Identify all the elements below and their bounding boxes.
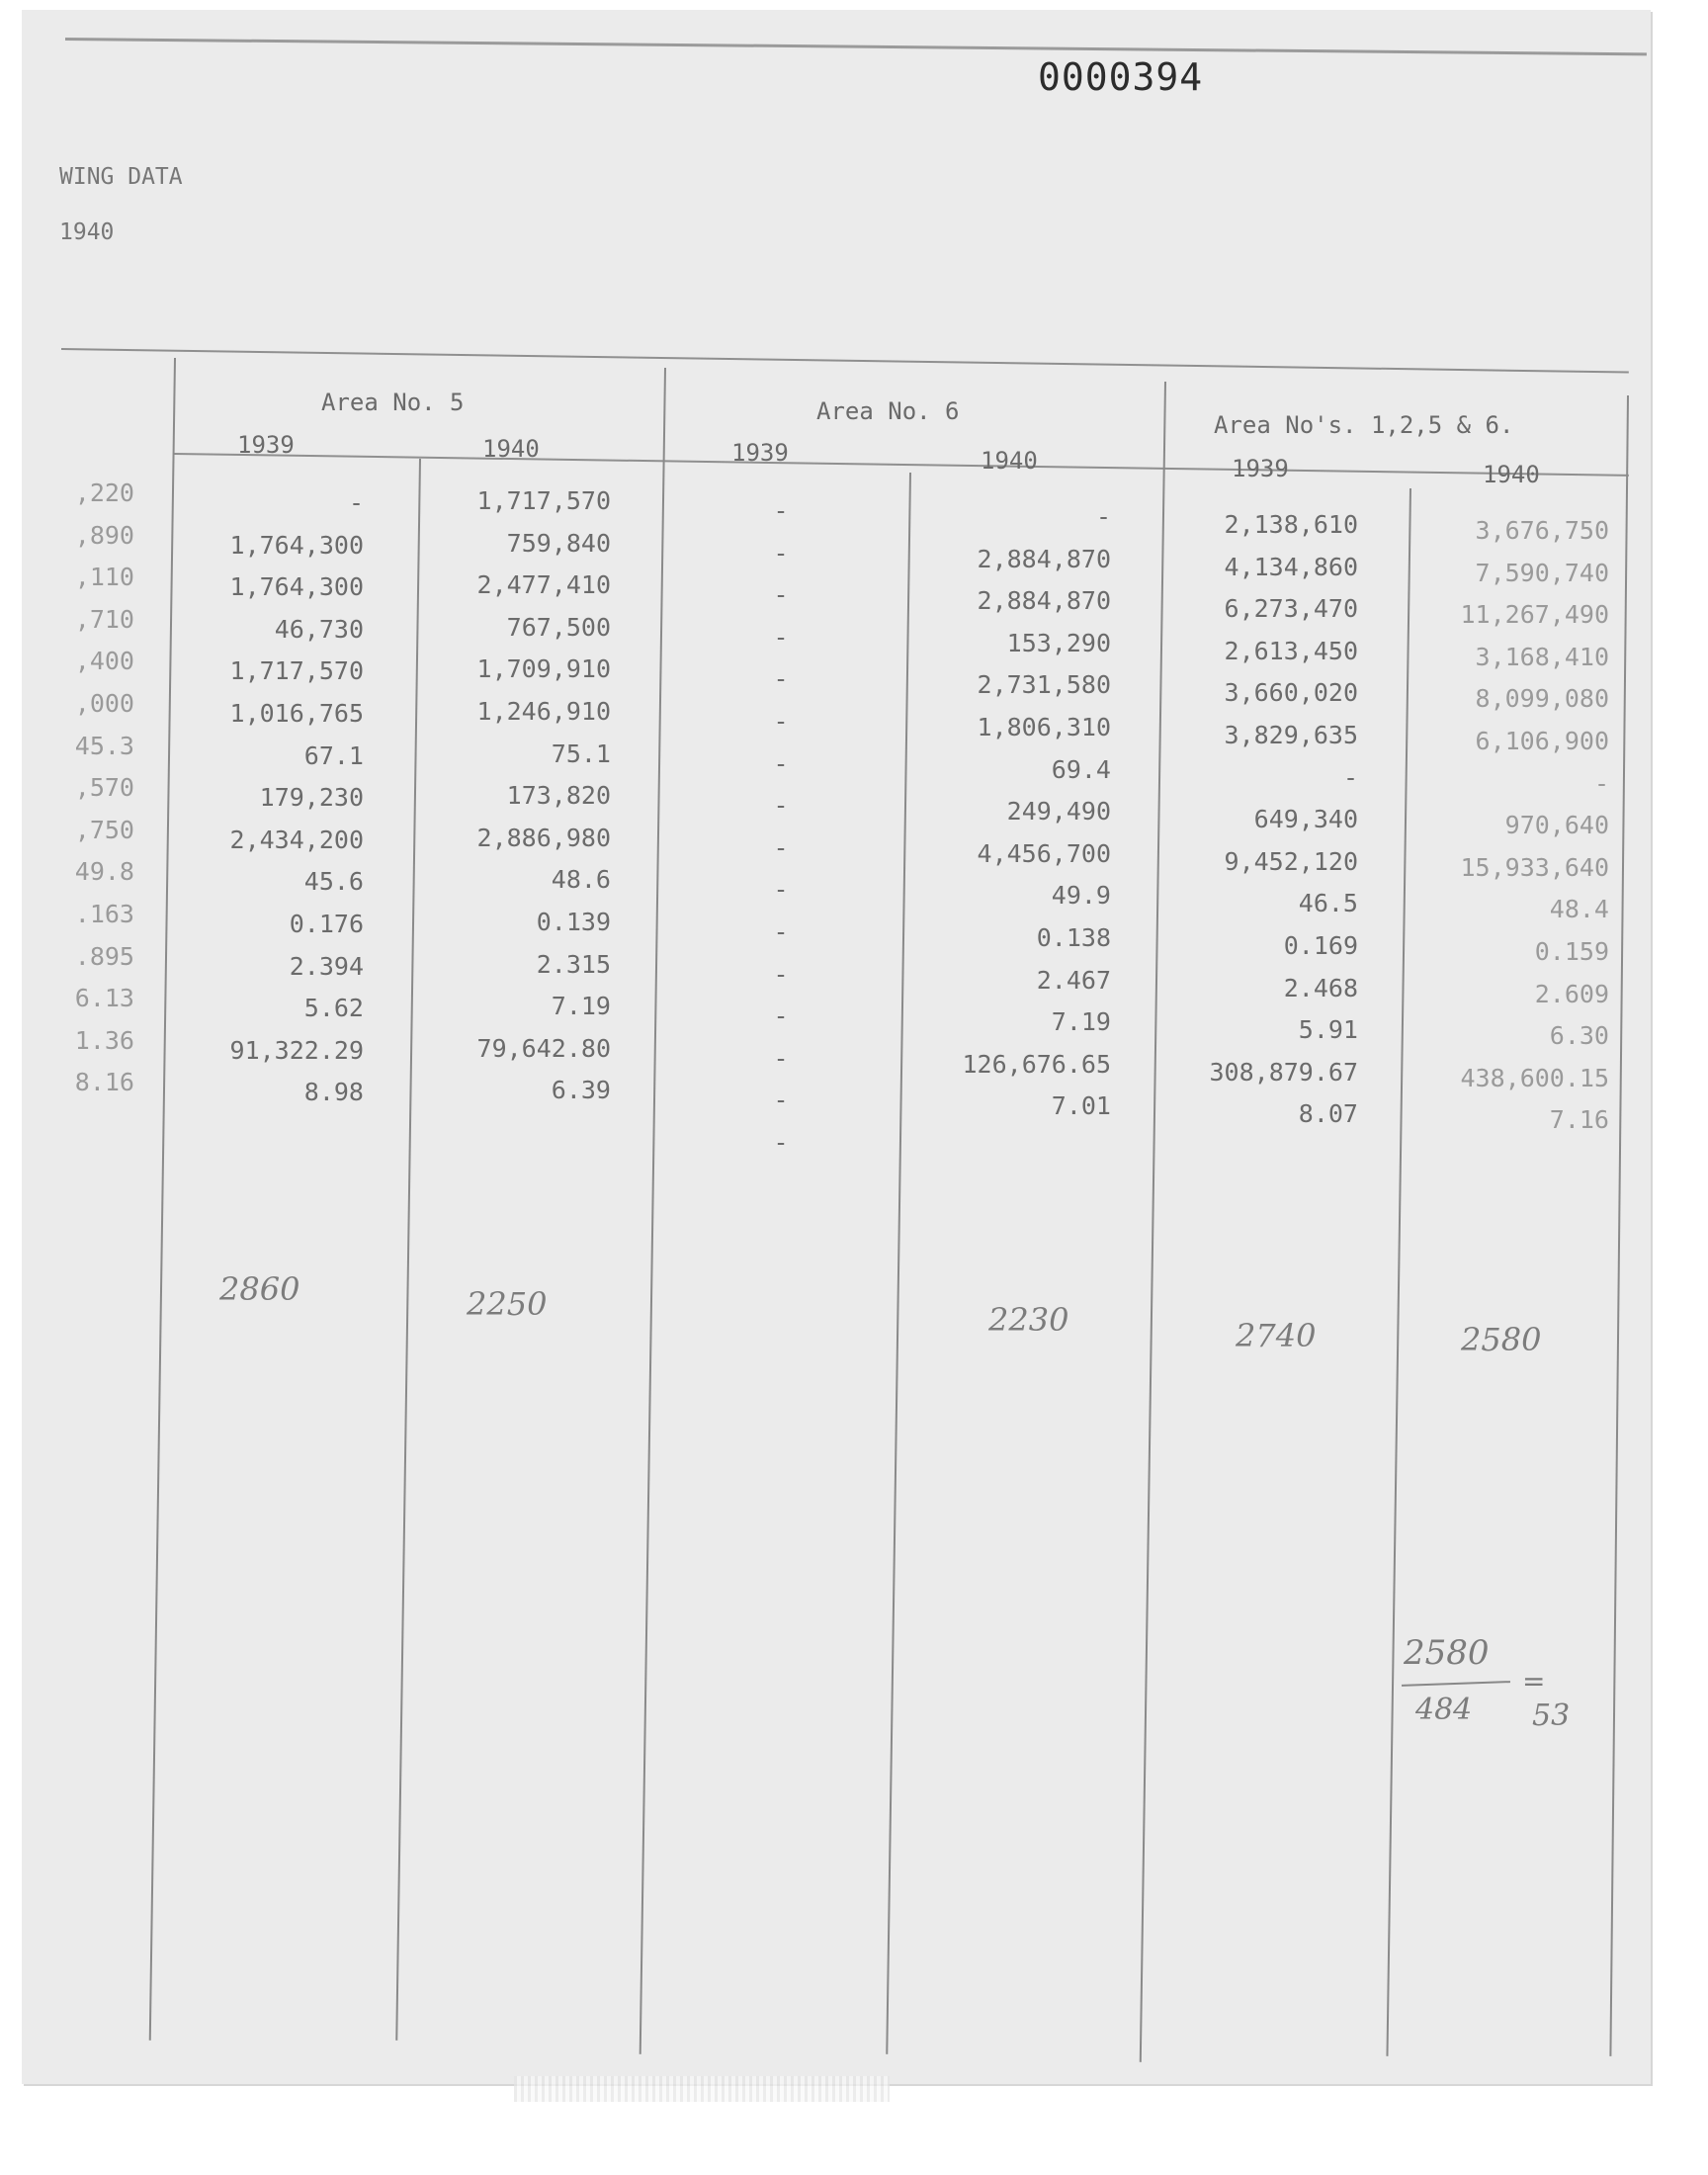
table-cell: 8.16	[74, 1068, 134, 1097]
table-cell: ,750	[74, 815, 134, 844]
table-cell: 1,717,570	[229, 656, 364, 686]
table-cell: 2.394	[289, 951, 364, 981]
table-cell: -	[773, 1086, 789, 1115]
table-cell: 7.19	[551, 992, 611, 1021]
table-cell: -	[773, 580, 789, 610]
table-cell: 15,933,640	[1460, 852, 1609, 882]
year-header: 1939	[237, 431, 295, 459]
table-cell: 0.169	[1283, 931, 1358, 960]
table-cell: 767,500	[506, 612, 611, 642]
table-cell: 1,016,765	[229, 699, 364, 728]
table-cell: 1,717,570	[476, 486, 611, 515]
table-cell: 0.139	[536, 908, 611, 936]
table-cell: 6.30	[1549, 1021, 1609, 1051]
table-cell: -	[773, 959, 789, 989]
table-cell: 649,340	[1253, 805, 1358, 834]
table-cell: .163	[74, 900, 134, 928]
table-cell: .895	[74, 941, 134, 971]
table-cell: -	[773, 496, 789, 525]
table-cell: 7.01	[1051, 1091, 1111, 1121]
table-cell: -	[1342, 762, 1358, 792]
table-cell: 69.4	[1051, 754, 1111, 784]
table-cell: ,710	[74, 604, 134, 634]
table-cell: 2,731,580	[977, 670, 1111, 700]
table-cell: 2,434,200	[229, 825, 364, 854]
page-heading: WING DATA	[59, 164, 183, 190]
year-header: 1940	[981, 447, 1038, 475]
table-cell: -	[773, 707, 789, 736]
table-cell: -	[773, 664, 789, 694]
table-cell: -	[773, 1043, 789, 1073]
handwritten-total: 2580	[1461, 1321, 1542, 1358]
table-cell: 4,456,700	[977, 838, 1111, 868]
table-cell: -	[1095, 502, 1111, 531]
year-header: 1939	[731, 439, 789, 467]
table-cell: 7.16	[1549, 1105, 1609, 1135]
table-cell: 1,806,310	[977, 713, 1111, 741]
calc-denominator: 484	[1415, 1693, 1473, 1727]
table-cell: 45.3	[74, 731, 134, 760]
calc-result: 53	[1532, 1698, 1571, 1733]
table-cell: 46,730	[274, 614, 364, 644]
table-cell: 249,490	[1006, 797, 1111, 826]
table-cell: ,220	[74, 478, 134, 507]
table-cell: 0.138	[1036, 923, 1111, 952]
table-cell: 45.6	[303, 867, 364, 897]
table-cell: 3,660,020	[1224, 678, 1358, 708]
scan-artifact	[514, 2076, 890, 2102]
table-cell: 48.6	[551, 865, 611, 895]
group-header-area-6: Area No. 6	[816, 397, 960, 425]
table-cell: -	[773, 832, 789, 862]
table-cell: 75.1	[551, 739, 611, 768]
handwritten-total: 2230	[988, 1301, 1069, 1339]
table-cell: ,400	[74, 647, 134, 676]
table-cell: 0.159	[1534, 937, 1609, 966]
calc-numerator: 2580	[1404, 1633, 1490, 1673]
group-header-area-5: Area No. 5	[321, 389, 465, 416]
table-cell: 3,168,410	[1475, 642, 1609, 671]
table-cell: -	[773, 791, 789, 821]
table-cell: ,570	[74, 773, 134, 803]
table-cell: 4,134,860	[1224, 552, 1358, 581]
page-heading-year: 1940	[59, 219, 115, 245]
table-cell: 2.609	[1534, 979, 1609, 1008]
table-cell: 48.4	[1549, 895, 1609, 924]
handwritten-total: 2740	[1236, 1317, 1317, 1354]
table-cell: 2.315	[536, 949, 611, 979]
table-cell: 5.62	[303, 994, 364, 1023]
table-cell: 0.176	[289, 910, 364, 938]
table-cell: 91,322.29	[229, 1035, 364, 1065]
table-cell: 2.467	[1036, 965, 1111, 995]
table-cell: 179,230	[259, 783, 364, 813]
table-cell: ,110	[74, 563, 134, 592]
table-cell: 1,764,300	[229, 530, 364, 560]
table-cell: 3,676,750	[1475, 516, 1609, 545]
table-cell: -	[348, 488, 364, 517]
table-cell: 6,273,470	[1224, 594, 1358, 624]
table-cell: -	[773, 917, 789, 946]
table-cell: 2,138,610	[1224, 510, 1358, 539]
table-cell: 8.07	[1298, 1099, 1358, 1129]
handwritten-total: 2860	[219, 1270, 300, 1308]
table-cell: 1,709,910	[476, 654, 611, 684]
table-cell: 2,884,870	[977, 586, 1111, 616]
table-cell: 173,820	[506, 781, 611, 811]
table-cell: 438,600.15	[1460, 1063, 1609, 1092]
table-cell: 11,267,490	[1460, 600, 1609, 630]
table-cell: 1.36	[74, 1025, 134, 1055]
table-cell: ,000	[74, 689, 134, 718]
table-cell: 308,879.67	[1209, 1057, 1358, 1087]
handwritten-total: 2250	[467, 1285, 548, 1323]
table-cell: -	[773, 748, 789, 778]
table-cell: 153,290	[1006, 628, 1111, 657]
table-cell: 6.13	[74, 984, 134, 1013]
table-cell: 7.19	[1051, 1007, 1111, 1037]
table-cell: -	[773, 622, 789, 652]
table-cell: -	[1593, 768, 1609, 798]
table-cell: ,890	[74, 520, 134, 550]
table-cell: 3,829,635	[1224, 721, 1358, 749]
table-cell: 6.39	[551, 1076, 611, 1105]
table-cell: 9,452,120	[1224, 846, 1358, 876]
table-cell: 5.91	[1298, 1015, 1358, 1045]
table-cell: 49.9	[1051, 881, 1111, 911]
table-cell: 2,886,980	[476, 823, 611, 852]
table-cell: 2.468	[1283, 973, 1358, 1002]
table-cell: 2,884,870	[977, 544, 1111, 573]
table-cell: 49.8	[74, 857, 134, 887]
table-cell: 67.1	[303, 740, 364, 770]
table-cell: -	[773, 1001, 789, 1031]
table-cell: -	[773, 538, 789, 567]
table-cell: 7,590,740	[1475, 558, 1609, 587]
page-stamp-number: 0000394	[1038, 55, 1204, 99]
year-header: 1940	[1483, 461, 1540, 488]
table-cell: 6,106,900	[1475, 727, 1609, 755]
table-cell: 8,099,080	[1475, 684, 1609, 714]
table-cell: -	[773, 875, 789, 905]
table-cell: 759,840	[506, 528, 611, 558]
table-cell: 8.98	[303, 1078, 364, 1107]
table-cell: 2,477,410	[476, 570, 611, 600]
group-header-all-areas: Area No's. 1,2,5 & 6.	[1214, 411, 1514, 439]
year-header: 1939	[1232, 455, 1289, 482]
table-cell: 126,676.65	[962, 1049, 1111, 1079]
table-cell: 1,246,910	[476, 697, 611, 726]
table-cell: 79,642.80	[476, 1033, 611, 1063]
year-header: 1940	[482, 435, 540, 463]
table-cell: 46.5	[1298, 889, 1358, 918]
table-cell: 970,640	[1504, 811, 1609, 840]
table-cell: 2,613,450	[1224, 636, 1358, 665]
table-cell: 1,764,300	[229, 572, 364, 602]
calc-equals: =	[1522, 1665, 1546, 1697]
table-cell: -	[773, 1128, 789, 1157]
